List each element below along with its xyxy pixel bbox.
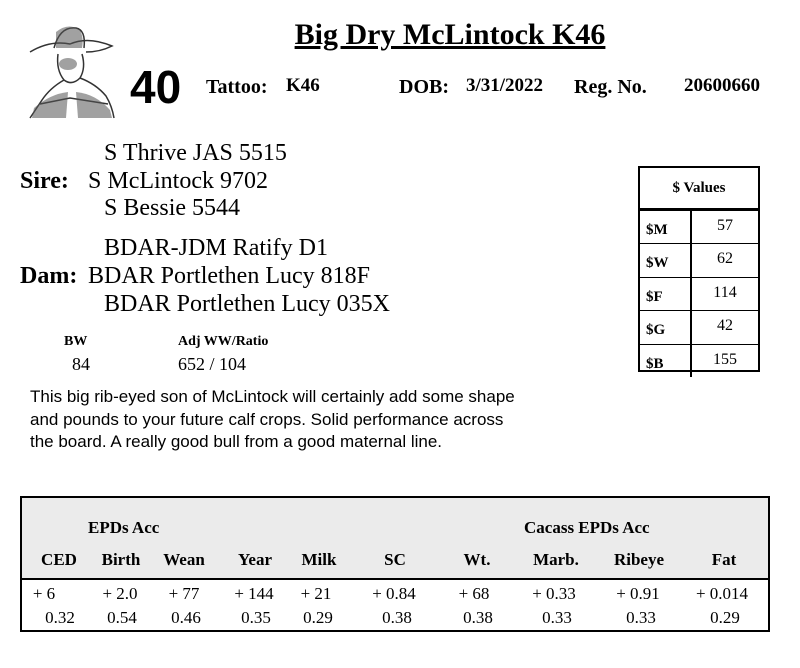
epd-accuracy: 0.54 (107, 608, 137, 627)
sire-name: S McLintock 9702 (88, 168, 268, 194)
value-row (640, 243, 758, 276)
epd-group-label: EPDs Acc (88, 518, 160, 537)
bw-label: BW (64, 334, 88, 349)
dob-label: DOB: (399, 76, 449, 98)
sire-label: Sire: (20, 168, 69, 194)
cowboy-logo (20, 18, 120, 120)
epd-col-header: Year (238, 550, 272, 569)
dam-top: BDAR-JDM Ratify D1 (104, 235, 329, 261)
epd-table (20, 496, 770, 632)
reg-value: 20600660 (684, 75, 760, 96)
epd-value: + 0.014 (695, 584, 749, 603)
value-row (640, 277, 758, 310)
epd-value: + 68 (458, 584, 490, 603)
epd-value: + 144 (234, 584, 274, 603)
epd-col-header: Wt. (463, 550, 491, 569)
epd-col-header: Fat (711, 550, 737, 569)
value-row (640, 344, 758, 377)
sire-top: S Thrive JAS 5515 (104, 140, 287, 166)
epd-value: + 0.91 (616, 584, 660, 603)
epd-value: + 21 (300, 584, 332, 603)
value-row (640, 310, 758, 343)
value-amount: 42 (717, 317, 733, 335)
epd-accuracy: 0.29 (710, 608, 740, 627)
value-name: $G (640, 311, 692, 343)
ww-label: Adj WW/Ratio (178, 334, 269, 349)
epd-value: + 2.0 (102, 584, 138, 603)
value-name: $B (640, 345, 692, 377)
epd-value: + 77 (168, 584, 200, 603)
value-name: $W (640, 244, 692, 276)
epd-col-header: Ribeye (613, 550, 665, 569)
epd-value: + 0.33 (532, 584, 576, 603)
value-name: $F (640, 278, 692, 310)
epd-col-header: SC (384, 550, 406, 569)
values-header: $ Values (640, 168, 758, 210)
epd-value: + 6 (32, 584, 56, 603)
epd-accuracy: 0.29 (303, 608, 333, 627)
epd-col-header: CED (41, 550, 77, 569)
values-box (638, 166, 760, 372)
lot-number: 40 (130, 61, 182, 113)
value-name: $M (640, 211, 692, 243)
ww-value: 652 / 104 (178, 354, 247, 374)
value-row (640, 210, 758, 243)
value-amount: 62 (717, 250, 733, 268)
dam-bottom: BDAR Portlethen Lucy 035X (104, 291, 390, 317)
epd-accuracy: 0.32 (45, 608, 75, 627)
value-amount: 57 (717, 217, 733, 234)
epd-accuracy: 0.35 (241, 608, 271, 627)
tattoo-value: K46 (286, 75, 320, 96)
epd-value: + 0.84 (372, 584, 416, 603)
dam-name: BDAR Portlethen Lucy 818F (88, 263, 370, 289)
epd-col-header: Birth (101, 550, 141, 569)
dob-value: 3/31/2022 (466, 75, 544, 96)
epd-accuracy: 0.46 (171, 608, 201, 627)
epd-col-header: Wean (163, 550, 205, 569)
epd-accuracy: 0.33 (626, 608, 656, 627)
description: This big rib-eyed son of McLintock will certainly add some shape and pounds to your future calf crops. Solid performance across the board. A really good bull from a good maternal line. (30, 387, 515, 451)
epd-col-header: Milk (301, 550, 337, 569)
sire-bottom: S Bessie 5544 (104, 195, 241, 221)
page-title: Big Dry McLintock K46 (294, 18, 606, 51)
epd-accuracy: 0.38 (382, 608, 412, 627)
epd-accuracy: 0.38 (463, 608, 493, 627)
epd-accuracy: 0.33 (542, 608, 572, 627)
bw-value: 84 (72, 354, 90, 374)
value-amount: 155 (713, 350, 737, 368)
tattoo-label: Tattoo: (206, 76, 268, 98)
epd-col-header: Marb. (533, 550, 579, 569)
reg-label: Reg. No. (574, 76, 647, 98)
dam-label: Dam: (20, 263, 78, 289)
carcass-group-label: Cacass EPDs Acc (524, 518, 650, 537)
value-amount: 114 (713, 283, 737, 301)
